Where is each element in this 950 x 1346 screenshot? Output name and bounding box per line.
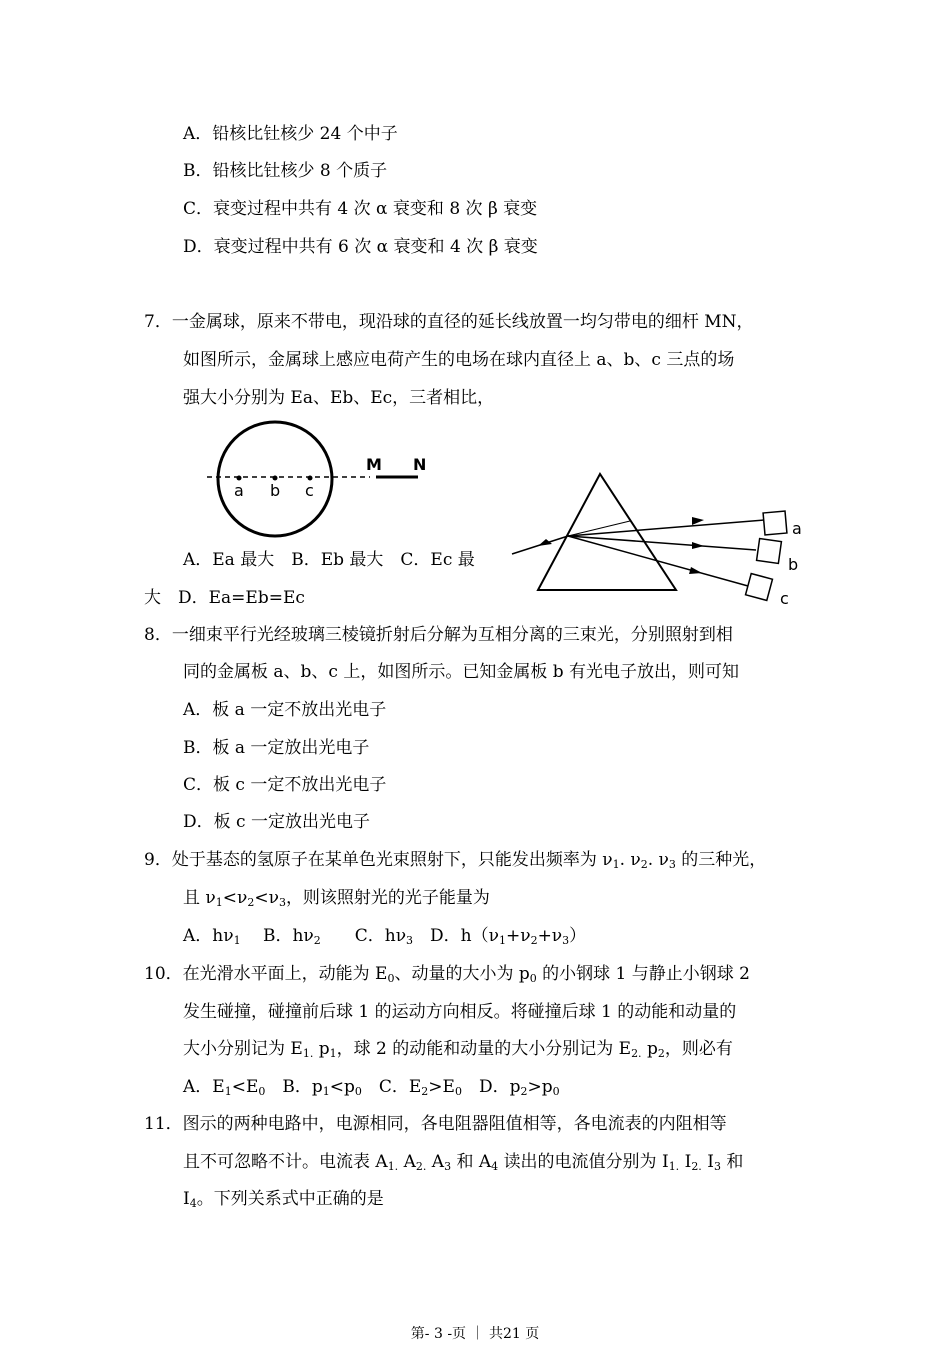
- q9-stem-line1: 9．处于基态的氢原子在某单色光束照射下，只能发出频率为 $\nu_1$. $\nu_2$. $\nu_3$ 的三种光，: [144, 850, 767, 871]
- label-c: c: [305, 481, 314, 500]
- point-a: [237, 476, 242, 481]
- label-plate-b: b: [788, 555, 799, 574]
- point-c: [308, 476, 313, 481]
- label-b: b: [270, 481, 281, 500]
- arrow-a: [692, 517, 704, 525]
- q6-option-b: B．铅核比钍核少 8 个质子: [183, 161, 388, 181]
- plate-a: [763, 511, 787, 535]
- q7-options-line1: A．Ea 最大 B．Eb 最大 C．Ec 最: [183, 550, 475, 570]
- q10-stem-line3: 大小分别记为 $E_{1.}$ $p_1$，球 2 的动能和动量的大小分别记为 $E_{2.}$ $p_2$，则必有: [183, 1039, 733, 1060]
- q7-stem-line1: 7．一金属球，原来不带电，现沿球的直径的延长线放置一均匀带电的细杆 MN，: [144, 312, 754, 332]
- q9-options: A．$h\nu_1$ B．$h\nu_2$ C．$h\nu_3$ D．$h(\nu_1+\nu_2+\nu_3)$: [183, 926, 587, 947]
- q6-option-a: A．铅核比钍核少 24 个中子: [183, 124, 398, 144]
- q8-stem-line2: 同的金属板 a、b、c 上，如图所示。已知金属板 b 有光电子放出，则可知: [183, 662, 740, 682]
- q9-stem-line2: 且 $\nu_1<\nu_2<\nu_3$，则该照射光的光子能量为: [183, 888, 490, 909]
- q10-stem-line2: 发生碰撞，碰撞前后球 1 的运动方向相反。将碰撞后球 1 的动能和动量的: [183, 1002, 737, 1022]
- q8-prism-figure: [508, 468, 818, 610]
- plate-c: [746, 574, 773, 601]
- beam-a: [568, 520, 764, 536]
- q7-sphere-figure: [200, 410, 450, 550]
- q7-stem-line3: 强大小分别为 Ea、Eb、Ec，三者相比，: [183, 388, 495, 408]
- q11-stem-line1: 11．图示的两种电路中，电源相同，各电阻器阻值相等，各电流表的内阻相等: [144, 1114, 727, 1134]
- q8-option-b: B．板 a 一定放出光电子: [183, 738, 370, 758]
- q11-stem-line2: 且不可忽略不计。电流表 $A_{1.}$ $A_{2.}$ $A_3$ 和 $A_4$ 读出的电流值分别为 $I_{1.}$ $I_{2.}$ $I_3$ 和: [183, 1152, 744, 1173]
- q8-option-c: C．板 c 一定不放出光电子: [183, 775, 387, 795]
- label-plate-a: a: [792, 519, 802, 538]
- q7-options-line2: 大 D．Ea=Eb=Ec: [144, 588, 305, 608]
- q10-stem-line1: 10．在光滑水平面上，动能为 $E_0$、动量的大小为 $p_0$ 的小钢球 1 与静止小钢球 2: [144, 964, 750, 985]
- q8-option-d: D．板 c 一定放出光电子: [183, 812, 370, 832]
- label-n: N: [413, 455, 427, 474]
- arrow-b: [692, 542, 704, 549]
- prism: [538, 474, 676, 590]
- q8-option-a: A．板 a 一定不放出光电子: [183, 700, 387, 720]
- beam-c: [568, 536, 748, 586]
- point-b: [273, 476, 278, 481]
- q10-options: A．$E_1<E_0$ B．$p_1<p_0$ C．$E_2>E_0$ D．$p_2>p_0$: [183, 1077, 560, 1098]
- q6-option-c: C．衰变过程中共有 4 次 α 衰变和 8 次 β 衰变: [183, 199, 538, 219]
- page-footer: 第- 3 -页 ｜ 共21 页: [410, 1326, 540, 1342]
- incident-arrow: [538, 539, 552, 546]
- q11-stem-line3: $I_4$。下列关系式中正确的是: [183, 1189, 384, 1210]
- q8-stem-line1: 8．一细束平行光经玻璃三棱镜折射后分解为互相分离的三束光，分别照射到相: [144, 625, 733, 645]
- label-a: a: [234, 481, 244, 500]
- plate-b: [757, 539, 782, 564]
- q7-stem-line2: 如图所示，金属球上感应电荷产生的电场在球内直径上 a、b、c 三点的场: [183, 350, 735, 370]
- q6-option-d: D．衰变过程中共有 6 次 α 衰变和 4 次 β 衰变: [183, 237, 538, 257]
- arrow-c: [689, 567, 702, 574]
- beam-b: [568, 536, 756, 550]
- label-plate-c: c: [780, 589, 789, 608]
- label-m: M: [366, 455, 382, 474]
